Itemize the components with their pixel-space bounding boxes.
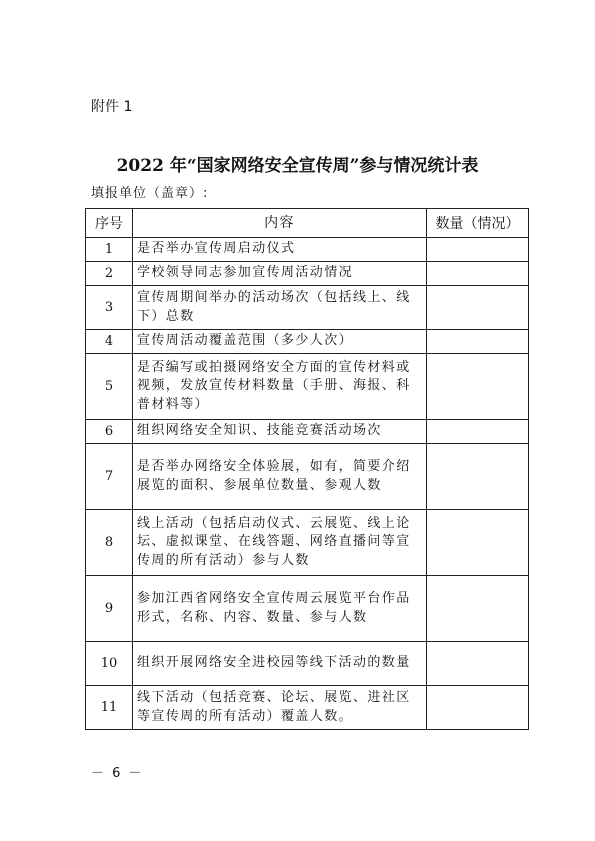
row-count-cell[interactable]: [427, 444, 529, 510]
row-number: 7: [86, 444, 133, 510]
header-serial-number: 序号: [86, 209, 133, 238]
row-content: 组织开展网络安全进校园等线下活动的数量: [133, 642, 427, 686]
attachment-label: 附件 1: [91, 99, 133, 115]
row-content: 线上活动（包括启动仪式、云展览、线上论坛、虚拟课堂、在线答题、网络直播问等宣传周的所有活动）参与人数: [133, 510, 427, 576]
row-count-cell[interactable]: [427, 686, 529, 730]
row-content: 宣传周期间举办的活动场次（包括线上、线下）总数: [133, 286, 427, 330]
table-row: [86, 354, 529, 420]
table-row: [86, 286, 529, 330]
row-number: 1: [86, 238, 133, 262]
table-row: [86, 510, 529, 576]
row-content: 学校领导同志参加宣传周活动情况: [133, 262, 427, 286]
row-number: 5: [86, 354, 133, 420]
table-header-row: [86, 209, 529, 238]
row-number: 11: [86, 686, 133, 730]
table-row: [86, 444, 529, 510]
table-row: [86, 420, 529, 444]
document-title: 2022 年“国家网络安全宣传周”参与情况统计表: [116, 156, 479, 176]
page-number: － 6 －: [91, 766, 144, 781]
row-number: 2: [86, 262, 133, 286]
row-number: 3: [86, 286, 133, 330]
row-count-cell[interactable]: [427, 420, 529, 444]
row-number: 10: [86, 642, 133, 686]
table-row: [86, 576, 529, 642]
row-content: 组织网络安全知识、技能竞赛活动场次: [133, 420, 427, 444]
row-count-cell[interactable]: [427, 510, 529, 576]
header-content: 内容: [133, 209, 427, 238]
row-count-cell[interactable]: [427, 642, 529, 686]
row-count-cell[interactable]: [427, 238, 529, 262]
filler-unit-label: 填报单位（盖章）:: [91, 186, 209, 201]
header-count: 数量（情况）: [427, 209, 529, 238]
table-row: [86, 262, 529, 286]
row-number: 4: [86, 330, 133, 354]
row-content: 参加江西省网络安全宣传周云展览平台作品形式，名称、内容、数量、参与人数: [133, 576, 427, 642]
row-number: 8: [86, 510, 133, 576]
table-row: [86, 686, 529, 730]
row-count-cell[interactable]: [427, 354, 529, 420]
row-count-cell[interactable]: [427, 576, 529, 642]
row-content: 是否编写或拍摄网络安全方面的宣传材料或视频，发放宣传材料数量（手册、海报、科普材料等）: [133, 354, 427, 420]
row-content: 是否举办宣传周启动仪式: [133, 238, 427, 262]
table-row: [86, 238, 529, 262]
row-number: 9: [86, 576, 133, 642]
row-content: 宣传周活动覆盖范围（多少人次）: [133, 330, 427, 354]
row-number: 6: [86, 420, 133, 444]
row-count-cell[interactable]: [427, 330, 529, 354]
row-content: 是否举办网络安全体验展，如有，简要介绍展览的面积、参展单位数量、参观人数: [133, 444, 427, 510]
row-count-cell[interactable]: [427, 286, 529, 330]
statistics-table: [85, 208, 529, 730]
row-count-cell[interactable]: [427, 262, 529, 286]
table-row: [86, 330, 529, 354]
row-content: 线下活动（包括竞赛、论坛、展览、进社区等宣传周的所有活动）覆盖人数。: [133, 686, 427, 730]
table-row: [86, 642, 529, 686]
